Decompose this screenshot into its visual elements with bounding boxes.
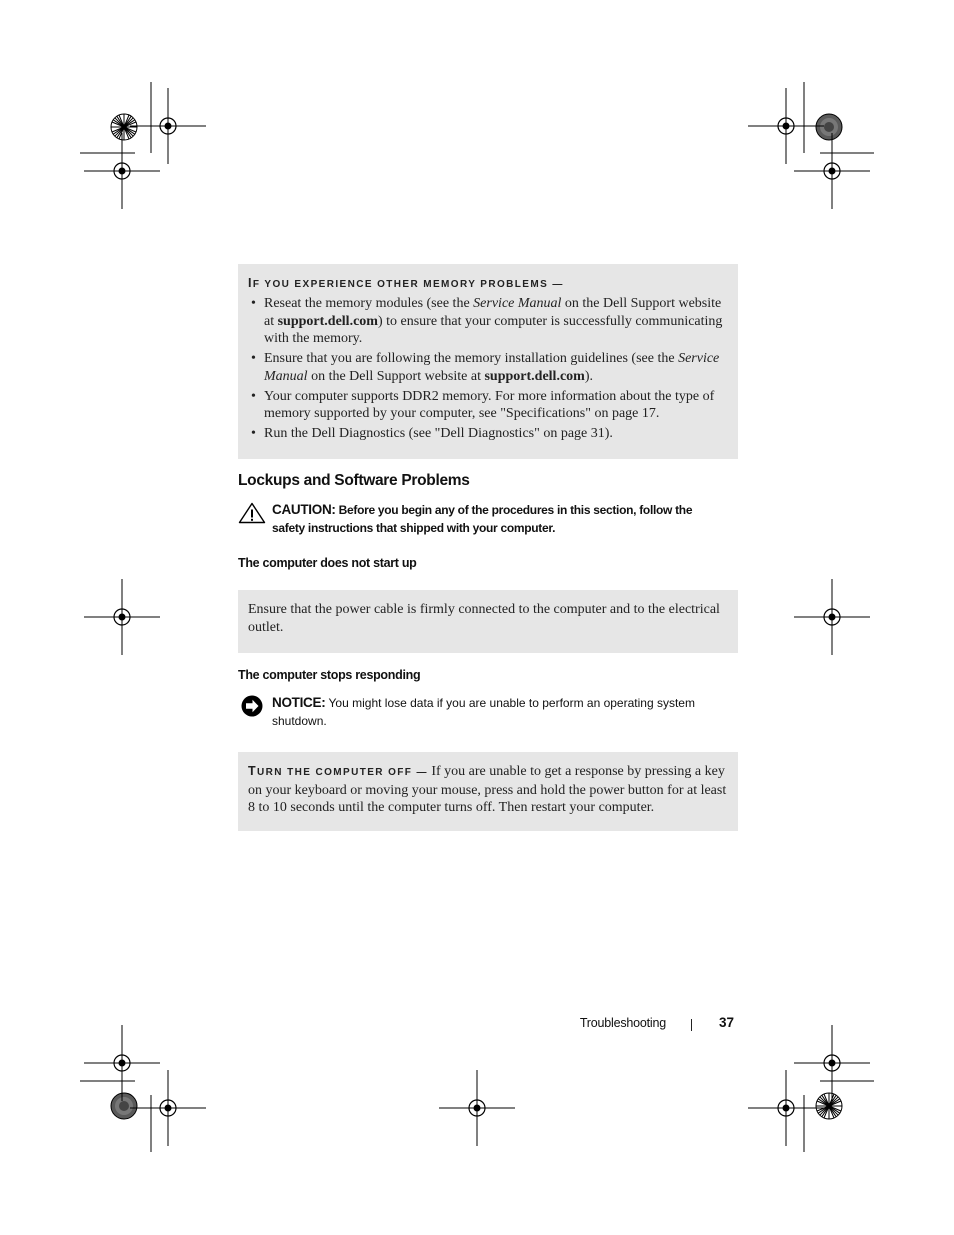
list-item: • Reseat the memory modules (see the Service Manual on the Dell Support website at support.dell.com) to ensure that your computer is successfully communicating with the memory.: [248, 295, 728, 348]
notice-block: [238, 694, 728, 730]
support-link[interactable]: support.dell.com: [277, 313, 378, 329]
list-item: • Run the Dell Diagnostics (see "Dell Diagnostics" on page 31).: [248, 425, 728, 443]
caution-text: CAUTION: Before you begin any of the procedures in this section, follow the safety instructions that shipped with your computer.: [272, 502, 693, 535]
turn-off-title: TURN THE COMPUTER OFF —: [248, 764, 428, 778]
footer-section-name: Troubleshooting: [579, 1016, 666, 1030]
no-start-heading: The computer does not start up: [238, 556, 417, 570]
memory-problems-list: [248, 295, 728, 443]
list-item: • Your computer supports DDR2 memory. For more information about the type of memory supported by your computer, see "Specifications" on page 17.: [248, 388, 728, 423]
section-heading: Lockups and Software Problems: [238, 472, 470, 489]
warning-triangle-icon: [238, 502, 266, 524]
stops-responding-heading: The computer stops responding: [238, 668, 421, 682]
footer-divider: [691, 1019, 692, 1031]
page-number: 37: [718, 1015, 734, 1030]
notice-text: NOTICE: You might lose data if you are unable to perform an operating system shutdown.: [272, 695, 695, 728]
support-link[interactable]: support.dell.com: [484, 368, 585, 384]
page-footer: [500, 1015, 736, 1035]
no-start-box: [238, 590, 738, 653]
caution-block: [238, 501, 728, 537]
turn-off-box: [238, 752, 738, 831]
notice-arrow-icon: [240, 694, 264, 718]
turn-off-text: TURN THE COMPUTER OFF — If you are unable to get a response by pressing a key on your keyboard or moving your mouse, press and hold the power button for at least 8 to 10 seconds until the computer turns off. Then restart your computer.: [248, 764, 727, 815]
no-start-text: Ensure that the power cable is firmly connected to the computer and to the electrical outlet.: [248, 602, 720, 635]
memory-problems-title: IF YOU EXPERIENCE OTHER MEMORY PROBLEMS —: [248, 276, 564, 290]
list-item: • Ensure that you are following the memory installation guidelines (see the Service Manual on the Dell Support website at support.dell.com).: [248, 350, 728, 385]
memory-problems-box: [238, 264, 738, 459]
